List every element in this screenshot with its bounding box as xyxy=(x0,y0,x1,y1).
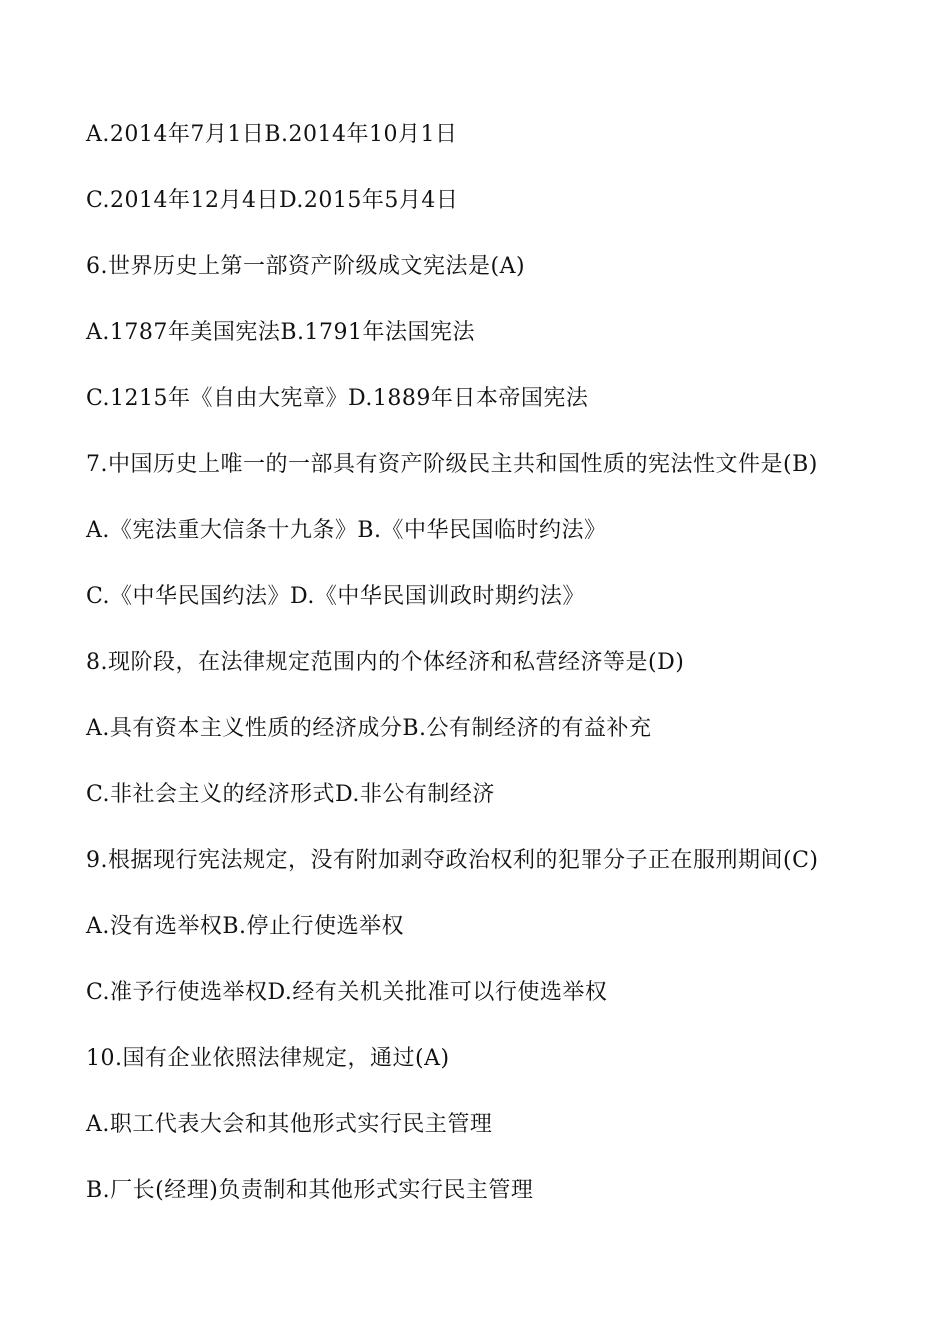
question-8: 8.现阶段，在法律规定范围内的个体经济和私营经济等是(D) xyxy=(86,650,685,675)
exam-text-lines xyxy=(86,116,926,1238)
answer-option-b: B.厂长(经理)负责制和其他形式实行民主管理 xyxy=(86,1178,534,1203)
answer-options-line: A.没有选举权B.停止行使选举权 xyxy=(86,914,405,939)
question-9: 9.根据现行宪法规定，没有附加剥夺政治权利的犯罪分子正在服刑期间(C) xyxy=(86,848,819,873)
question-7: 7.中国历史上唯一的一部具有资产阶级民主共和国性质的宪法性文件是(B) xyxy=(86,452,818,477)
question-10: 10.国有企业依照法律规定，通过(A) xyxy=(86,1046,450,1071)
answer-options-line: C.《中华民国约法》D.《中华民国训政时期约法》 xyxy=(86,584,585,609)
answer-options-line: A.2014年7月1日B.2014年10月1日 xyxy=(86,122,458,147)
answer-options-line: C.2014年12月4日D.2015年5月4日 xyxy=(86,188,459,213)
answer-option-a: A.职工代表大会和其他形式实行民主管理 xyxy=(86,1112,493,1137)
answer-options-line: C.准予行使选举权D.经有关机关批准可以行使选举权 xyxy=(86,980,608,1005)
answer-options-line: A.1787年美国宪法B.1791年法国宪法 xyxy=(86,320,476,345)
answer-options-line: A.具有资本主义性质的经济成分B.公有制经济的有益补充 xyxy=(86,716,652,741)
question-6: 6.世界历史上第一部资产阶级成文宪法是(A) xyxy=(86,254,526,279)
answer-options-line: C.非社会主义的经济形式D.非公有制经济 xyxy=(86,782,495,807)
answer-options-line: C.1215年《自由大宪章》D.1889年日本帝国宪法 xyxy=(86,386,589,411)
answer-options-line: A.《宪法重大信条十九条》B.《中华民国临时约法》 xyxy=(86,518,607,543)
